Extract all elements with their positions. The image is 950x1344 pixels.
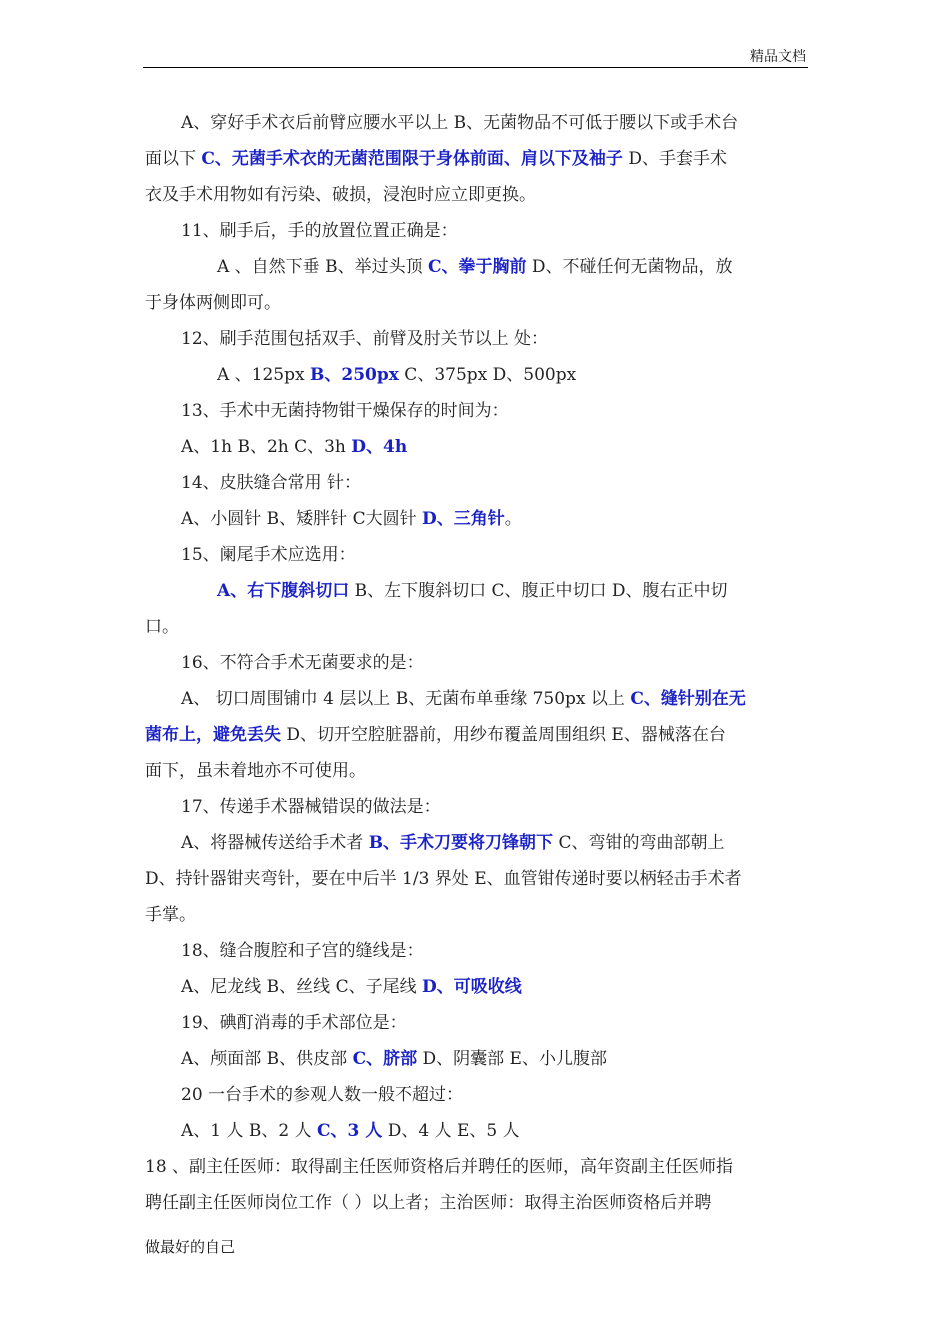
text-segment: 手掌。 xyxy=(145,905,196,925)
text-segment: 衣及手术用物如有污染、破损，浸泡时应立即更换。 xyxy=(145,185,536,205)
text-line xyxy=(145,249,805,285)
text-line xyxy=(145,285,805,321)
text-line xyxy=(145,213,805,249)
text-line xyxy=(145,1185,805,1221)
text-line xyxy=(145,717,805,753)
text-line xyxy=(145,465,805,501)
page-header-text: 精品文档 xyxy=(750,49,806,65)
page-footer-text: 做最好的自己 xyxy=(145,1238,236,1256)
text-line xyxy=(145,969,805,1005)
answer-highlight: B、手术刀要将刀锋朝下 xyxy=(368,833,554,853)
text-line xyxy=(145,141,805,177)
text-segment: 面下，虽未着地亦不可使用。 xyxy=(145,761,366,781)
text-segment: 口。 xyxy=(145,617,179,637)
text-line xyxy=(145,537,805,573)
text-segment: 18 、副主任医师：取得副主任医师资格后并聘任的医师，高年资副主任医师指 xyxy=(145,1157,734,1177)
text-segment: A、将器械传送给手术者 xyxy=(181,833,369,853)
text-segment: 19、碘酊消毒的手术部位是： xyxy=(181,1013,407,1033)
answer-highlight: C、拳于胸前 xyxy=(427,257,527,277)
text-segment: D、持针器钳夹弯针，要在中后半 1/3 界处 E、血管钳传递时要以柄轻击手术者 xyxy=(145,869,742,889)
text-line xyxy=(145,1041,805,1077)
text-segment: 12、刷手范围包括双手、前臂及肘关节以上 处： xyxy=(181,329,549,349)
text-segment: A、小圆针 B、矮胖针 C大圆针 xyxy=(181,509,422,529)
text-segment: 。 xyxy=(504,509,522,529)
text-segment: 面以下 xyxy=(145,149,202,169)
answer-highlight: D、三角针 xyxy=(422,509,505,529)
text-segment: A、尼龙线 B、丝线 C、子尾线 xyxy=(181,977,422,997)
answer-highlight: B、250px xyxy=(310,365,399,385)
document-body xyxy=(145,105,805,1221)
text-segment: A、1 人 B、2 人 xyxy=(181,1121,318,1141)
answer-highlight: 菌布上，避免丢失 xyxy=(145,725,281,745)
text-line xyxy=(145,897,805,933)
answer-highlight: A、右下腹斜切口 xyxy=(217,581,350,601)
text-line xyxy=(145,789,805,825)
text-segment: A 、自然下垂 B、举过头顶 xyxy=(217,257,428,277)
text-line xyxy=(145,429,805,465)
text-line xyxy=(145,1077,805,1113)
text-segment: 20 一台手术的参观人数一般不超过： xyxy=(181,1085,464,1105)
header-divider xyxy=(143,67,808,68)
text-segment: A、 切口周围铺巾 4 层以上 B、无菌布单垂缘 750px 以上 xyxy=(181,689,631,709)
text-line xyxy=(145,105,805,141)
text-segment: 于身体两侧即可。 xyxy=(145,293,281,313)
text-segment: D、4 人 E、5 人 xyxy=(382,1121,520,1141)
text-segment: C、375px D、500px xyxy=(398,365,577,385)
text-segment: 11、刷手后，手的放置位置正确是： xyxy=(181,221,458,241)
text-line xyxy=(145,645,805,681)
text-segment: A、颅面部 B、供皮部 xyxy=(181,1049,353,1069)
text-line xyxy=(145,393,805,429)
text-line xyxy=(145,177,805,213)
text-segment: D、不碰任何无菌物品，放 xyxy=(526,257,733,277)
answer-highlight: C、无菌手术衣的无菌范围限于身体前面、肩以下及袖子 xyxy=(201,149,623,169)
text-segment: 聘任副主任医师岗位工作（ ）以上者；主治医师：取得主治医师资格后并聘 xyxy=(145,1193,712,1213)
text-segment: C、弯钳的弯曲部朝上 xyxy=(553,833,725,853)
text-segment: A、穿好手术衣后前臂应腰水平以上 B、无菌物品不可低于腰以下或手术台 xyxy=(181,113,739,133)
text-line xyxy=(145,1113,805,1149)
text-segment: D、手套手术 xyxy=(622,149,727,169)
text-segment: B、左下腹斜切口 C、腹正中切口 D、腹右正中切 xyxy=(349,581,728,601)
text-line xyxy=(145,825,805,861)
text-segment: 13、手术中无菌持物钳干燥保存的时间为： xyxy=(181,401,509,421)
text-segment: 15、阑尾手术应选用： xyxy=(181,545,356,565)
text-segment: 16、不符合手术无菌要求的是： xyxy=(181,653,424,673)
text-segment: A、1h B、2h C、3h xyxy=(181,437,352,457)
text-segment: D、切开空腔脏器前，用纱布覆盖周围组织 E、器械落在台 xyxy=(281,725,726,745)
text-line xyxy=(145,1149,805,1185)
text-line xyxy=(145,501,805,537)
text-line xyxy=(145,753,805,789)
text-line xyxy=(145,321,805,357)
text-line xyxy=(145,1005,805,1041)
text-line xyxy=(145,573,805,609)
text-line xyxy=(145,357,805,393)
text-line xyxy=(145,933,805,969)
text-line xyxy=(145,609,805,645)
text-line xyxy=(145,861,805,897)
answer-highlight: D、4h xyxy=(351,437,408,457)
text-segment: D、阴囊部 E、小儿腹部 xyxy=(417,1049,607,1069)
text-segment: 14、皮肤缝合常用 针： xyxy=(181,473,362,493)
text-segment: A 、125px xyxy=(217,365,311,385)
answer-highlight: C、脐部 xyxy=(352,1049,418,1069)
text-segment: 17、传递手术器械错误的做法是： xyxy=(181,797,441,817)
answer-highlight: C、缝针别在无 xyxy=(630,689,746,709)
answer-highlight: D、可吸收线 xyxy=(422,977,522,997)
text-segment: 18、缝合腹腔和子宫的缝线是： xyxy=(181,941,424,961)
answer-highlight: C、3 人 xyxy=(317,1121,383,1141)
text-line xyxy=(145,681,805,717)
